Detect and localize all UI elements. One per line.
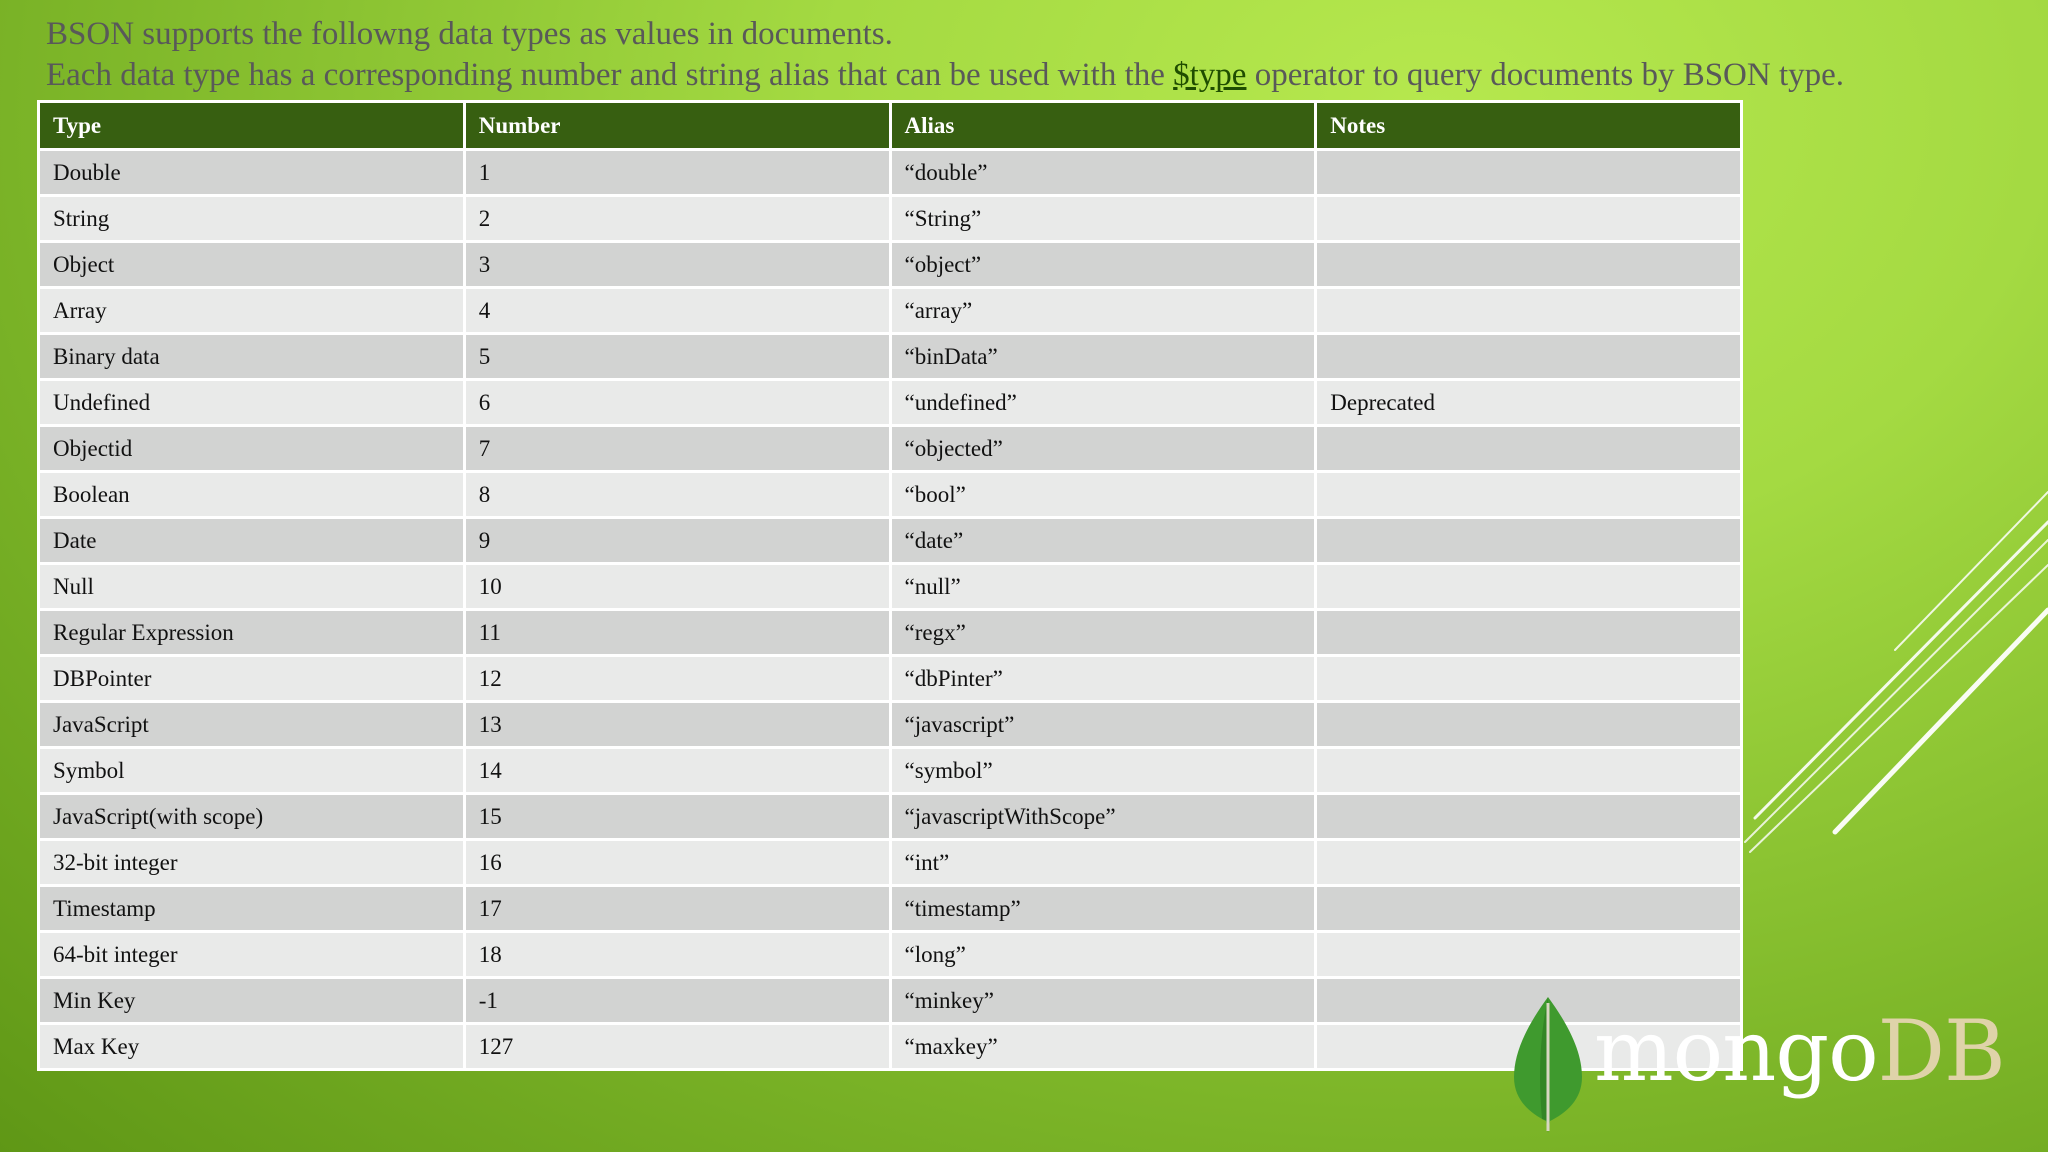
cell-notes xyxy=(1316,748,1742,794)
cell-number: 12 xyxy=(464,656,890,702)
cell-alias: “minkey” xyxy=(890,978,1316,1024)
cell-type: Object xyxy=(39,242,465,288)
table-body xyxy=(39,150,1742,1070)
cell-alias: “long” xyxy=(890,932,1316,978)
cell-alias: “null” xyxy=(890,564,1316,610)
table-row xyxy=(39,978,1742,1024)
intro-line-2-end: operator to query documents by BSON type. xyxy=(1246,57,1845,93)
cell-number: 5 xyxy=(464,334,890,380)
table-header-row xyxy=(39,102,1742,150)
header-number: Number xyxy=(464,102,890,150)
cell-type: Null xyxy=(39,564,465,610)
cell-alias: “binData” xyxy=(890,334,1316,380)
cell-number: 2 xyxy=(464,196,890,242)
cell-number: 127 xyxy=(464,1024,890,1070)
cell-number: 17 xyxy=(464,886,890,932)
cell-notes xyxy=(1316,656,1742,702)
cell-alias: “dbPinter” xyxy=(890,656,1316,702)
cell-number: 13 xyxy=(464,702,890,748)
cell-type: Max Key xyxy=(39,1024,465,1070)
cell-number: 15 xyxy=(464,794,890,840)
table-row xyxy=(39,242,1742,288)
cell-number: 7 xyxy=(464,426,890,472)
cell-alias: “regx” xyxy=(890,610,1316,656)
cell-alias: “array” xyxy=(890,288,1316,334)
table-row xyxy=(39,564,1742,610)
table-row xyxy=(39,150,1742,196)
cell-alias: “maxkey” xyxy=(890,1024,1316,1070)
intro-line-2-start: Each data type has a corresponding number and string alias that can be used with the xyxy=(46,57,1174,93)
cell-alias: “int” xyxy=(890,840,1316,886)
cell-type: Objectid xyxy=(39,426,465,472)
cell-number: 6 xyxy=(464,380,890,426)
cell-alias: “symbol” xyxy=(890,748,1316,794)
cell-number: 4 xyxy=(464,288,890,334)
cell-alias: “String” xyxy=(890,196,1316,242)
type-operator-link[interactable]: $type xyxy=(1173,57,1247,93)
cell-number: 9 xyxy=(464,518,890,564)
cell-type: Double xyxy=(39,150,465,196)
cell-notes xyxy=(1316,196,1742,242)
cell-notes xyxy=(1316,702,1742,748)
cell-type: Min Key xyxy=(39,978,465,1024)
cell-number: -1 xyxy=(464,978,890,1024)
table-row xyxy=(39,380,1742,426)
table-row xyxy=(39,886,1742,932)
header-type: Type xyxy=(39,102,465,150)
cell-type: JavaScript(with scope) xyxy=(39,794,465,840)
intro-text xyxy=(46,14,2026,96)
cell-type: Array xyxy=(39,288,465,334)
cell-type: JavaScript xyxy=(39,702,465,748)
cell-alias: “undefined” xyxy=(890,380,1316,426)
table-row xyxy=(39,334,1742,380)
cell-type: 32-bit integer xyxy=(39,840,465,886)
cell-alias: “timestamp” xyxy=(890,886,1316,932)
cell-alias: “object” xyxy=(890,242,1316,288)
cell-number: 10 xyxy=(464,564,890,610)
cell-notes xyxy=(1316,150,1742,196)
cell-notes xyxy=(1316,886,1742,932)
logo-wordmark xyxy=(1594,1001,2005,1101)
table-row xyxy=(39,610,1742,656)
cell-number: 1 xyxy=(464,150,890,196)
cell-type: String xyxy=(39,196,465,242)
table-row xyxy=(39,656,1742,702)
table-row xyxy=(39,702,1742,748)
cell-type: Regular Expression xyxy=(39,610,465,656)
leaf-icon xyxy=(1508,995,1588,1135)
cell-notes xyxy=(1316,288,1742,334)
cell-notes xyxy=(1316,242,1742,288)
cell-number: 8 xyxy=(464,472,890,518)
cell-notes xyxy=(1316,518,1742,564)
table-row xyxy=(39,840,1742,886)
cell-type: Symbol xyxy=(39,748,465,794)
table-row xyxy=(39,518,1742,564)
cell-alias: “bool” xyxy=(890,472,1316,518)
cell-number: 14 xyxy=(464,748,890,794)
cell-notes xyxy=(1316,334,1742,380)
table-row xyxy=(39,1024,1742,1070)
cell-number: 11 xyxy=(464,610,890,656)
cell-notes xyxy=(1316,472,1742,518)
cell-type: 64-bit integer xyxy=(39,932,465,978)
cell-alias: “javascriptWithScope” xyxy=(890,794,1316,840)
cell-number: 3 xyxy=(464,242,890,288)
cell-alias: “javascript” xyxy=(890,702,1316,748)
cell-type: Boolean xyxy=(39,472,465,518)
cell-alias: “double” xyxy=(890,150,1316,196)
table-row xyxy=(39,794,1742,840)
table-row xyxy=(39,426,1742,472)
cell-alias: “objected” xyxy=(890,426,1316,472)
table-row xyxy=(39,472,1742,518)
cell-type: Binary data xyxy=(39,334,465,380)
cell-type: Timestamp xyxy=(39,886,465,932)
cell-notes xyxy=(1316,564,1742,610)
cell-notes xyxy=(1316,426,1742,472)
cell-type: Undefined xyxy=(39,380,465,426)
bson-types-table xyxy=(37,100,1743,1071)
table-row xyxy=(39,196,1742,242)
table-row xyxy=(39,288,1742,334)
cell-type: Date xyxy=(39,518,465,564)
cell-notes xyxy=(1316,610,1742,656)
cell-number: 18 xyxy=(464,932,890,978)
cell-notes xyxy=(1316,932,1742,978)
logo-db: DB xyxy=(1877,1002,2005,1100)
cell-notes xyxy=(1316,794,1742,840)
cell-type: DBPointer xyxy=(39,656,465,702)
cell-notes: Deprecated xyxy=(1316,380,1742,426)
cell-alias: “date” xyxy=(890,518,1316,564)
intro-line-2 xyxy=(46,55,2026,96)
table-row xyxy=(39,932,1742,978)
cell-number: 16 xyxy=(464,840,890,886)
intro-line-1: BSON supports the followng data types as values in documents. xyxy=(46,16,893,52)
logo-mongo: mongo xyxy=(1594,1002,1878,1100)
header-alias: Alias xyxy=(890,102,1316,150)
mongodb-logo xyxy=(1508,995,2028,1135)
header-notes: Notes xyxy=(1316,102,1742,150)
cell-notes xyxy=(1316,840,1742,886)
table-row xyxy=(39,748,1742,794)
